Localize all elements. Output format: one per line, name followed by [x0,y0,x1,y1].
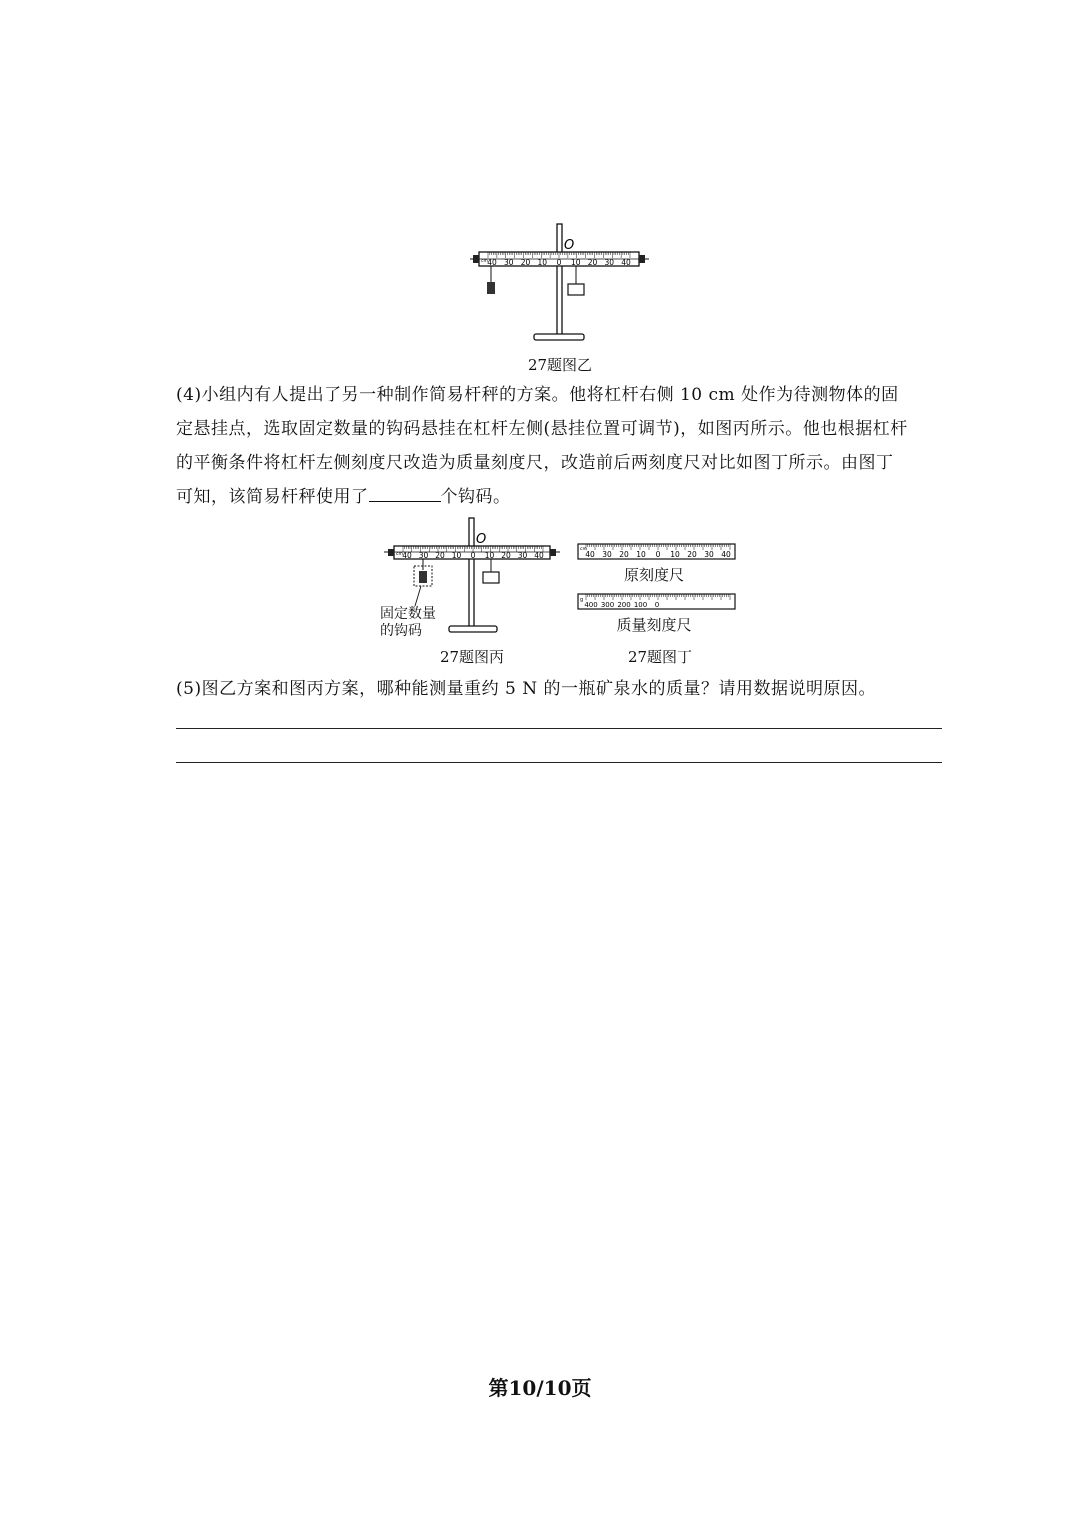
scale-tick-label: 40 [585,550,595,559]
scale-tick-label: 40 [402,551,412,560]
figure-yi-caption: 27题图乙 [527,356,593,374]
question-5: (5)图乙方案和图丙方案，哪种能测量重约 5 N 的一瓶矿泉水的质量？请用数据说明原因。 [176,679,876,699]
balance-nut-right [550,549,556,556]
scale-tick-label: 10 [636,550,646,559]
scale-tick-label: 20 [587,258,598,267]
scale-tick-label: 20 [501,551,511,560]
figure-ding-caption: 27题图丁 [627,648,693,666]
answer-line [176,762,942,763]
answer-line [176,728,942,729]
scale-tick-label: 30 [503,258,514,267]
scale-tick-label: 30 [604,258,615,267]
test-object [483,572,499,583]
scale-tick-label: 20 [619,550,629,559]
scale-tick-label: 200 [617,601,631,609]
hook-weight [419,571,427,577]
pivot-label: O [476,532,487,547]
scale-tick-label: 10 [451,551,462,560]
question-4-line: (4)小组内有人提出了另一种制作简易杆秤的方案。他将杠杆右侧 10 cm 处作为待测物体的固 [176,385,899,405]
hook-weight [419,577,427,583]
scale-tick-label: 20 [520,258,531,267]
scale-tick-label: 10 [484,551,495,560]
original-scale-label: 原刻度尺 [623,566,684,584]
test-object [568,284,584,295]
scale-tick-label: 0 [655,550,661,559]
scale-tick-label: 20 [687,550,697,559]
balance-nut-right [639,255,645,263]
answer-blank [369,500,441,502]
stand-pole [469,518,474,628]
figure-yi [468,222,654,348]
scale-tick-label: 300 [600,601,615,609]
stand-base [534,334,584,340]
scale-tick-label: 30 [517,551,528,560]
scale-tick-label: 40 [621,258,631,267]
stand-pole [557,224,562,336]
mass-scale-unit: g [580,597,584,603]
scale-tick-label: 30 [704,550,714,559]
question-4-line: 定悬挂点，选取固定数量的钩码悬挂在杠杆左侧(悬挂位置可调节)，如图丙所示。他也根据杠杆 [176,419,908,439]
scale-tick-label: 100 [633,601,648,609]
figure-bing-caption: 27题图丙 [439,648,505,666]
scale-tick-label: 400 [584,601,598,609]
question-4-line: 的平衡条件将杠杆左侧刻度尺改造为质量刻度尺，改造前后两刻度尺对比如图丁所示。由图丁 [176,453,894,473]
scale-tick-label: 40 [721,550,731,559]
scale-unit: cm [396,552,403,557]
pivot-label: O [564,238,575,253]
hook-weight [487,282,495,288]
scale-tick-label: 40 [534,551,544,560]
scale-tick-label: 0 [470,551,476,560]
scale-tick-label: 0 [556,258,562,267]
question-4 [176,378,946,514]
scale-unit: cm [481,259,488,264]
question-4-line: 可知，该简易杆秤使用了 个钩码。 [176,487,511,507]
original-scale-unit: cm [580,547,587,552]
page-number: 第10/10页 [488,1376,592,1400]
hook-weight [487,288,495,294]
stand-base [449,626,497,632]
balance-nut-left [473,255,479,263]
scale-tick-label: 30 [602,550,612,559]
scale-tick-label: 10 [537,258,548,267]
scale-tick-label: 20 [435,551,445,560]
scale-tick-label: 10 [670,550,680,559]
scale-tick-label: 40 [487,258,497,267]
balance-nut-left [388,549,394,556]
hook-label: 固定数量 的钩码 [380,606,436,639]
scale-tick-label: 30 [418,551,429,560]
scale-tick-label: 0 [654,601,660,609]
scale-tick-label: 10 [570,258,581,267]
mass-scale-label: 质量刻度尺 [616,616,692,634]
